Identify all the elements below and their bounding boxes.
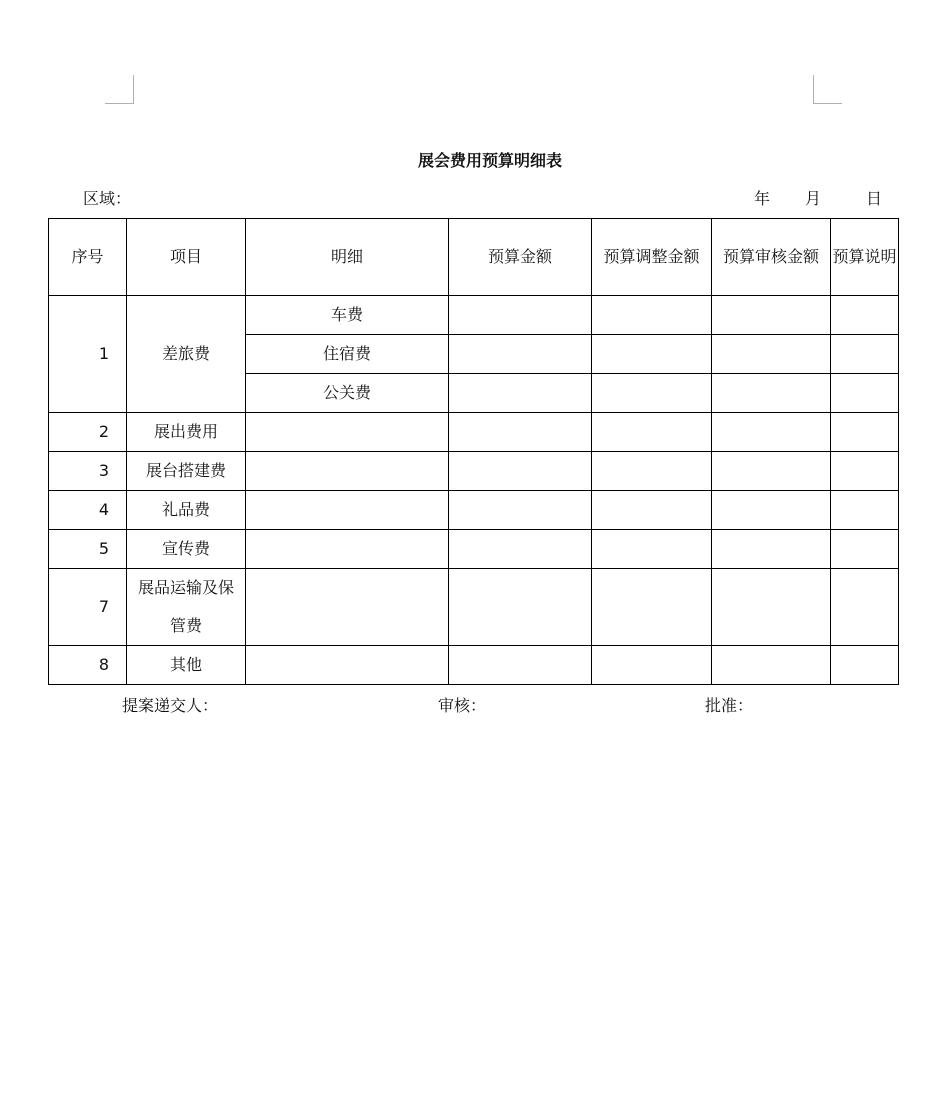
row-detail[interactable]	[246, 452, 449, 491]
budget-amount-cell[interactable]	[449, 413, 592, 452]
table-row	[49, 530, 899, 569]
budget-amount-cell[interactable]	[449, 646, 592, 685]
document-title: 展会费用预算明细表	[417, 151, 562, 170]
page-corner-mark-top-right	[813, 75, 842, 104]
reviewer-label: 审核：	[438, 696, 487, 715]
table-row	[49, 646, 899, 685]
budget-notes-cell[interactable]	[831, 491, 899, 530]
budget-notes-cell[interactable]	[831, 335, 899, 374]
adjusted-amount-cell[interactable]	[592, 296, 712, 335]
row-detail: 车费	[246, 296, 449, 335]
reviewed-amount-cell[interactable]	[712, 530, 831, 569]
row-detail[interactable]	[246, 530, 449, 569]
date-year-label: 年	[754, 189, 771, 208]
adjusted-amount-cell[interactable]	[592, 530, 712, 569]
reviewed-amount-cell[interactable]	[712, 296, 831, 335]
reviewed-amount-cell[interactable]	[712, 335, 831, 374]
adjusted-amount-cell[interactable]	[592, 335, 712, 374]
adjusted-amount-cell[interactable]	[592, 491, 712, 530]
budget-notes-cell[interactable]	[831, 374, 899, 413]
row-detail[interactable]	[246, 646, 449, 685]
row-number: 3	[49, 452, 127, 491]
budget-amount-cell[interactable]	[449, 452, 592, 491]
region-label: 区域：	[83, 189, 132, 208]
header-cell-detail: 明细	[246, 219, 449, 296]
header-cell-budget-amount: 预算金额	[449, 219, 592, 296]
row-item: 其他	[127, 646, 246, 685]
approver-label: 批准：	[705, 696, 754, 715]
budget-amount-cell[interactable]	[449, 569, 592, 646]
row-number: 7	[49, 569, 127, 646]
row-detail: 住宿费	[246, 335, 449, 374]
budget-notes-cell[interactable]	[831, 646, 899, 685]
table-row	[49, 491, 899, 530]
budget-amount-cell[interactable]	[449, 335, 592, 374]
table-header-row	[49, 219, 899, 296]
row-number: 2	[49, 413, 127, 452]
row-detail[interactable]	[246, 569, 449, 646]
row-number: 4	[49, 491, 127, 530]
page-corner-mark-top-left	[105, 75, 134, 104]
row-item: 差旅费	[127, 296, 246, 413]
budget-table	[48, 218, 899, 685]
budget-amount-cell[interactable]	[449, 374, 592, 413]
adjusted-amount-cell[interactable]	[592, 452, 712, 491]
budget-amount-cell[interactable]	[449, 296, 592, 335]
row-number: 5	[49, 530, 127, 569]
header-cell-budget-notes: 预算说明	[831, 219, 899, 296]
reviewed-amount-cell[interactable]	[712, 646, 831, 685]
table-row	[49, 452, 899, 491]
header-cell-item: 项目	[127, 219, 246, 296]
row-detail[interactable]	[246, 413, 449, 452]
table-row	[49, 296, 899, 335]
header-cell-adjusted-amount: 预算调整金额	[592, 219, 712, 296]
budget-notes-cell[interactable]	[831, 530, 899, 569]
reviewed-amount-cell[interactable]	[712, 452, 831, 491]
table-row	[49, 569, 899, 646]
header-cell-reviewed-amount: 预算审核金额	[712, 219, 831, 296]
reviewed-amount-cell[interactable]	[712, 374, 831, 413]
budget-notes-cell[interactable]	[831, 569, 899, 646]
budget-notes-cell[interactable]	[831, 452, 899, 491]
row-detail[interactable]	[246, 491, 449, 530]
row-item: 展出费用	[127, 413, 246, 452]
row-item: 宣传费	[127, 530, 246, 569]
table-row	[49, 413, 899, 452]
budget-notes-cell[interactable]	[831, 296, 899, 335]
reviewed-amount-cell[interactable]	[712, 569, 831, 646]
adjusted-amount-cell[interactable]	[592, 569, 712, 646]
date-day-label: 日	[866, 189, 883, 208]
budget-amount-cell[interactable]	[449, 491, 592, 530]
row-number: 8	[49, 646, 127, 685]
reviewed-amount-cell[interactable]	[712, 413, 831, 452]
header-cell-no: 序号	[49, 219, 127, 296]
row-item: 展台搭建费	[127, 452, 246, 491]
row-item: 礼品费	[127, 491, 246, 530]
budget-amount-cell[interactable]	[449, 530, 592, 569]
reviewed-amount-cell[interactable]	[712, 491, 831, 530]
submitter-label: 提案递交人：	[122, 696, 219, 715]
row-item: 展品运输及保管费	[127, 569, 246, 646]
date-month-label: 月	[805, 189, 822, 208]
adjusted-amount-cell[interactable]	[592, 374, 712, 413]
row-number: 1	[49, 296, 127, 413]
budget-notes-cell[interactable]	[831, 413, 899, 452]
adjusted-amount-cell[interactable]	[592, 646, 712, 685]
row-detail: 公关费	[246, 374, 449, 413]
adjusted-amount-cell[interactable]	[592, 413, 712, 452]
